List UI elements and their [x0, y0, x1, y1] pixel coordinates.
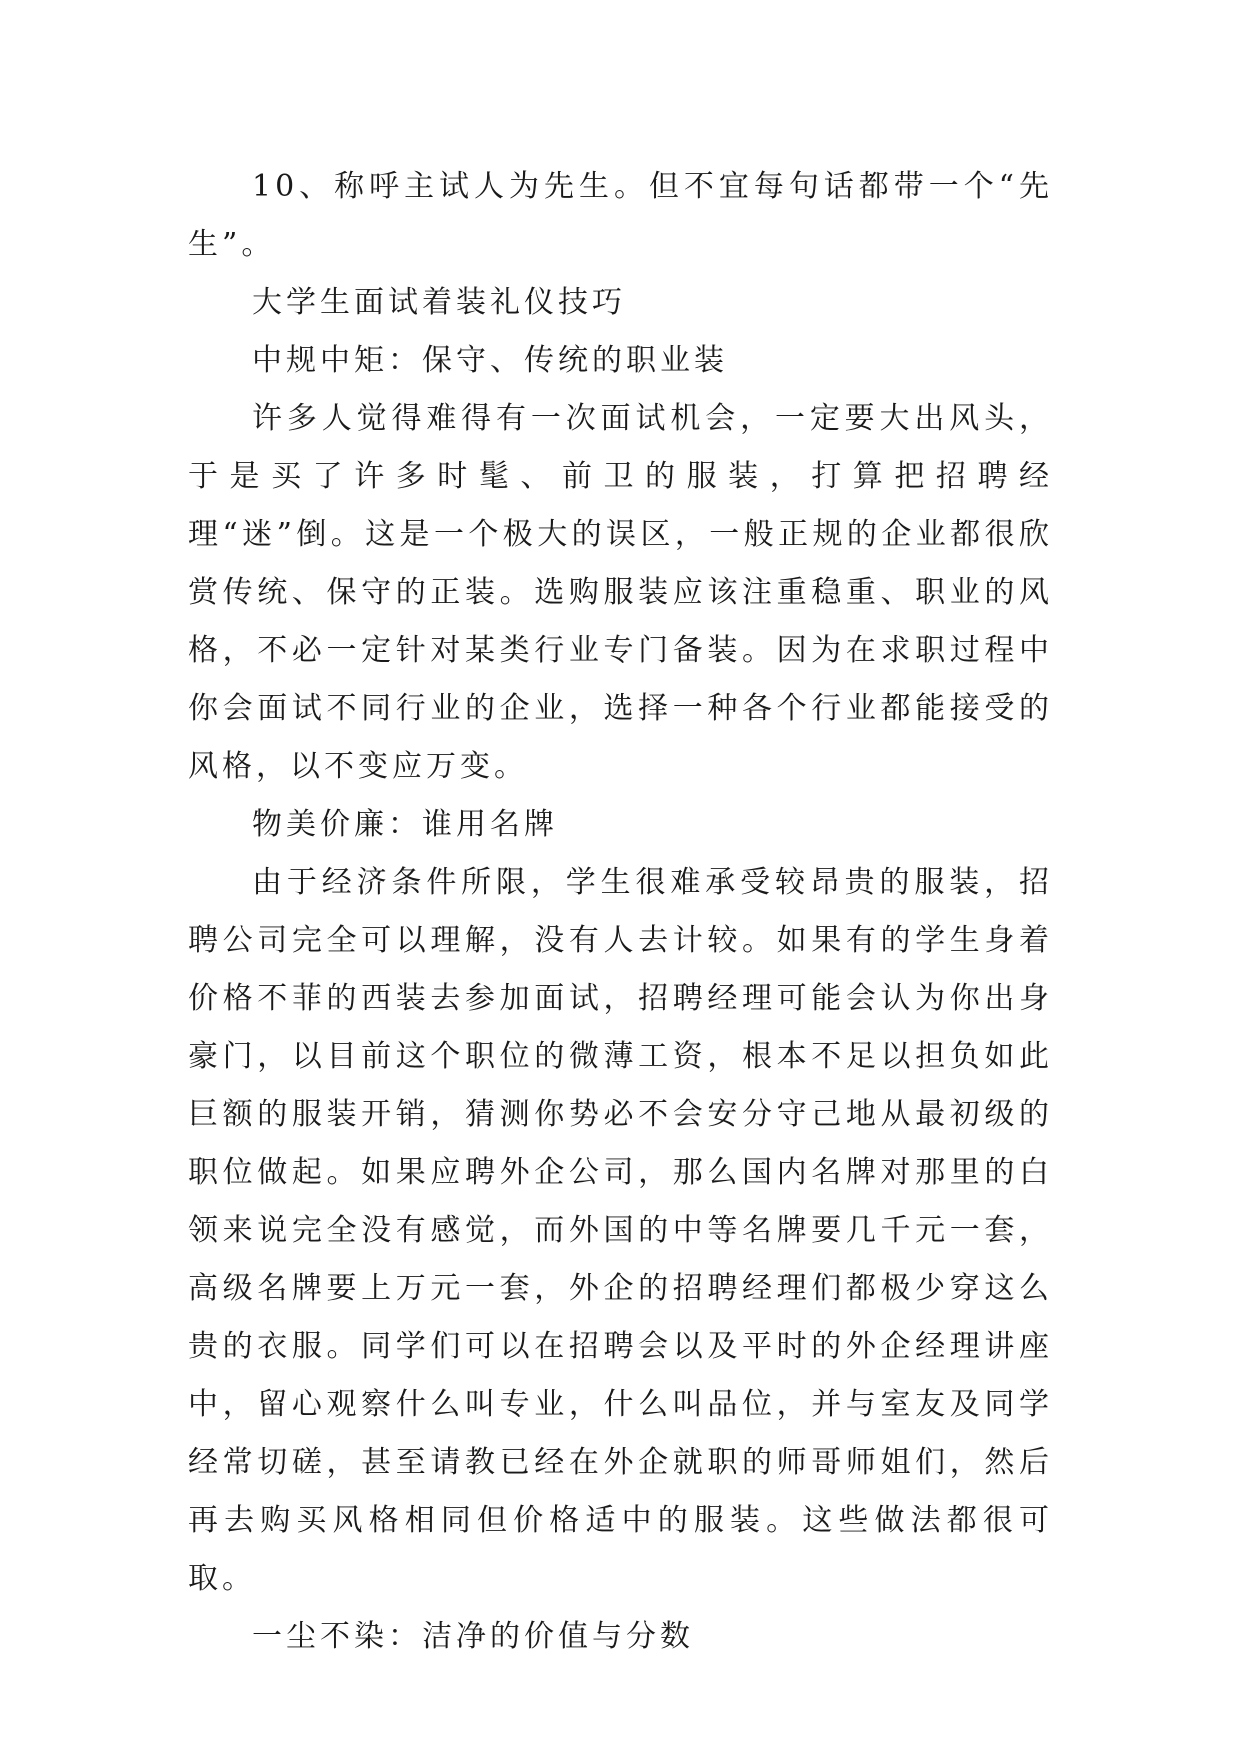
section-heading-interview-attire: 大学生面试着装礼仪技巧	[252, 285, 626, 320]
paragraph-affordable: 由于经济条件所限，学生很难承受较昂贵的服装，招聘公司完全可以理解，没有人去计较。如果有的学生身着价格不菲的西装去参加面试，招聘经理可能会认为你出身豪门，以目前这个职位的微薄工资，根本不足以担负如此巨额的服装开销，猜测你势必不会安分守己地从最初级的职位做起。如果应聘外企公司，那么国内名牌对那里的白领来说完全没有感觉，而外国的中等名牌要几千元一套，高级名牌要上万元一套，外企的招聘经理们都极少穿这么贵的衣服。同学们可以在招聘会以及平时的外企经理讲座中，留心观察什么叫专业，什么叫品位，并与室友及同学经常切磋，甚至请教已经在外企就职的师哥师姐们，然后再去购买风格相同但价格适中的服装。这些做法都很可取。	[188, 865, 1053, 1596]
paragraph-conservative-suit: 许多人觉得难得有一次面试机会，一定要大出风头，于是买了许多时髦、前卫的服装，打算把招聘经理“迷”倒。这是一个极大的误区，一般正规的企业都很欣赏传统、保守的正装。选购服装应该注重稳重、职业的风格，不必一定针对某类行业专门备装。因为在求职过程中你会面试不同行业的企业，选择一种各个行业都能接受的风格，以不变应万变。	[188, 401, 1053, 784]
document-body	[188, 158, 1053, 1666]
subheading-affordable: 物美价廉：谁用名牌	[252, 807, 558, 842]
paragraph-item-10: 10、称呼主试人为先生。但不宜每句话都带一个“先生”。	[188, 169, 1053, 262]
subheading-cleanliness: 一尘不染：洁净的价值与分数	[252, 1619, 694, 1654]
subheading-conservative-suit: 中规中矩：保守、传统的职业装	[252, 343, 728, 378]
